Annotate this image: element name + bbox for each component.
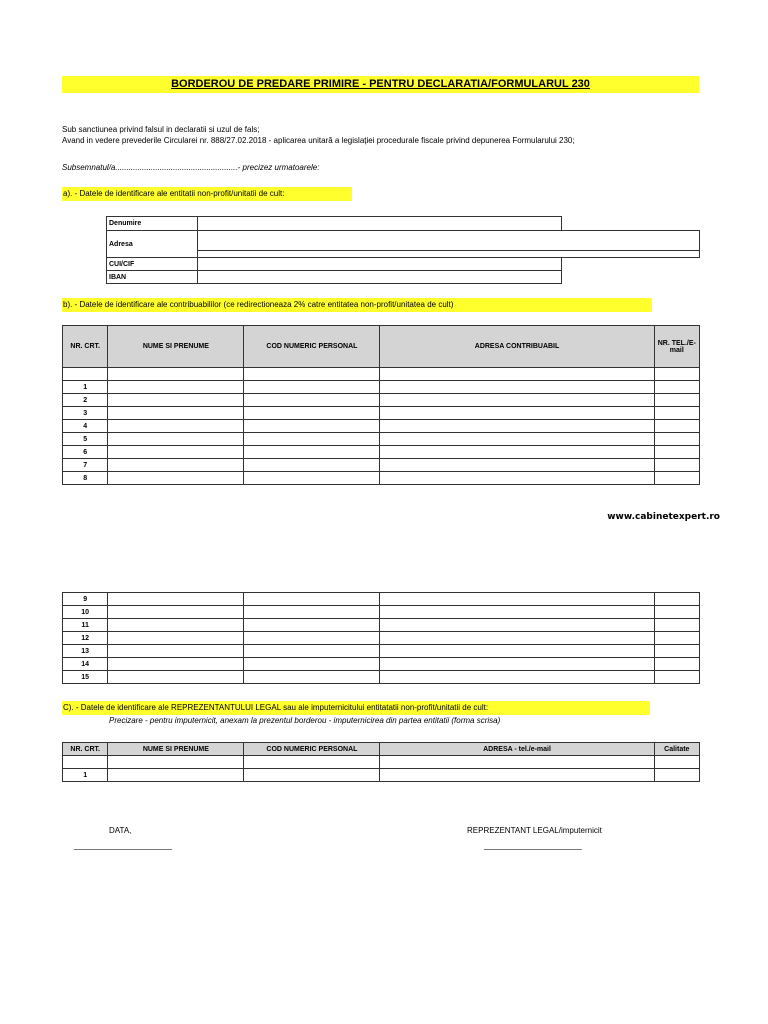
section-c-note: Precizare - pentru imputernicit, anexam la prezentul borderou - imputernicirea din partea entitatii (forma scrisa) bbox=[109, 716, 501, 725]
row-number: 1 bbox=[63, 769, 108, 782]
col-adresa-tel: ADRESA - tel./e-mail bbox=[380, 743, 654, 756]
table-row bbox=[63, 593, 700, 606]
contributors-table-part2 bbox=[62, 592, 700, 684]
col-nume: NUME SI PRENUME bbox=[108, 326, 244, 368]
col-tel: NR. TEL./E-mail bbox=[654, 326, 699, 368]
table-row bbox=[63, 645, 700, 658]
intro-line-1: Sub sanctiunea privind falsul in declaratii si uzul de fals; bbox=[62, 125, 260, 134]
entity-label-iban: IBAN bbox=[107, 271, 198, 284]
col-calitate: Calitate bbox=[654, 743, 699, 756]
representative-table bbox=[62, 742, 700, 782]
row-number: 1 bbox=[63, 381, 108, 394]
row-number: 7 bbox=[63, 459, 108, 472]
table-row bbox=[63, 769, 700, 782]
table-row bbox=[63, 394, 700, 407]
col-nume: NUME SI PRENUME bbox=[108, 743, 244, 756]
table-row bbox=[63, 381, 700, 394]
representative-signature-line[interactable]: ______________________ bbox=[484, 841, 582, 850]
contributors-table-part1 bbox=[62, 325, 700, 485]
date-line[interactable]: ______________________ bbox=[74, 841, 172, 850]
col-cnp: COD NUMERIC PERSONAL bbox=[244, 743, 380, 756]
representative-label: REPREZENTANT LEGAL/imputernicit bbox=[467, 826, 602, 835]
entity-value-adresa[interactable] bbox=[198, 231, 700, 258]
table-row bbox=[63, 446, 700, 459]
row-number: 14 bbox=[63, 658, 108, 671]
table-row bbox=[63, 459, 700, 472]
intro-line-2: Avand in vedere prevederile Circularei nr. 888/27.02.2018 - aplicarea unitară a legislației procedurale fiscale privind depunerea Formularului 230; bbox=[62, 136, 575, 145]
entity-label-denumire: Denumire bbox=[107, 217, 198, 231]
table-row bbox=[63, 433, 700, 446]
table-row bbox=[63, 632, 700, 645]
col-adresa: ADRESA CONTRIBUABIL bbox=[380, 326, 654, 368]
section-c-heading: C). - Datele de identificare ale REPREZENTANTULUI LEGAL sau ale imputernicitului entitatatii non-profit/unitatii de cult: bbox=[62, 701, 650, 715]
entity-label-cui: CUI/CIF bbox=[107, 258, 198, 271]
col-nr-crt: NR. CRT. bbox=[63, 743, 108, 756]
document-title: BORDEROU DE PREDARE PRIMIRE - PENTRU DECLARATIA/FORMULARUL 230 bbox=[62, 76, 699, 93]
row-number: 12 bbox=[63, 632, 108, 645]
entity-value-denumire[interactable] bbox=[198, 217, 562, 231]
col-cnp: COD NUMERIC PERSONAL bbox=[244, 326, 380, 368]
entity-label-adresa: Adresa bbox=[107, 231, 198, 258]
row-number: 6 bbox=[63, 446, 108, 459]
watermark-url: www.cabinetexpert.ro bbox=[607, 512, 720, 522]
col-nr-crt: NR. CRT. bbox=[63, 326, 108, 368]
row-number: 3 bbox=[63, 407, 108, 420]
subsemnatul-line: Subsemnatul/a.......................................................- precizez urmatoarele: bbox=[62, 163, 320, 172]
table-row bbox=[63, 658, 700, 671]
row-number: 4 bbox=[63, 420, 108, 433]
row-number: 2 bbox=[63, 394, 108, 407]
date-label: DATA, bbox=[109, 826, 132, 835]
entity-value-cui[interactable] bbox=[198, 258, 562, 271]
row-number: 13 bbox=[63, 645, 108, 658]
row-number: 15 bbox=[63, 671, 108, 684]
table-row bbox=[63, 671, 700, 684]
table-row bbox=[63, 420, 700, 433]
table-row bbox=[63, 407, 700, 420]
row-number: 8 bbox=[63, 472, 108, 485]
section-b-heading: b). - Datele de identificare ale contribuabililor (ce redirectioneaza 2% catre entitatea non-profit/unitatea de cult) bbox=[62, 298, 652, 312]
row-number: 10 bbox=[63, 606, 108, 619]
entity-table bbox=[106, 216, 700, 284]
table-row bbox=[63, 619, 700, 632]
section-a-heading: a). - Datele de identificare ale entitatii non-profit/unitatii de cult: bbox=[62, 187, 352, 201]
row-number: 11 bbox=[63, 619, 108, 632]
entity-value-iban[interactable] bbox=[198, 271, 562, 284]
row-number: 5 bbox=[63, 433, 108, 446]
table-row bbox=[63, 606, 700, 619]
table-row bbox=[63, 472, 700, 485]
row-number: 9 bbox=[63, 593, 108, 606]
